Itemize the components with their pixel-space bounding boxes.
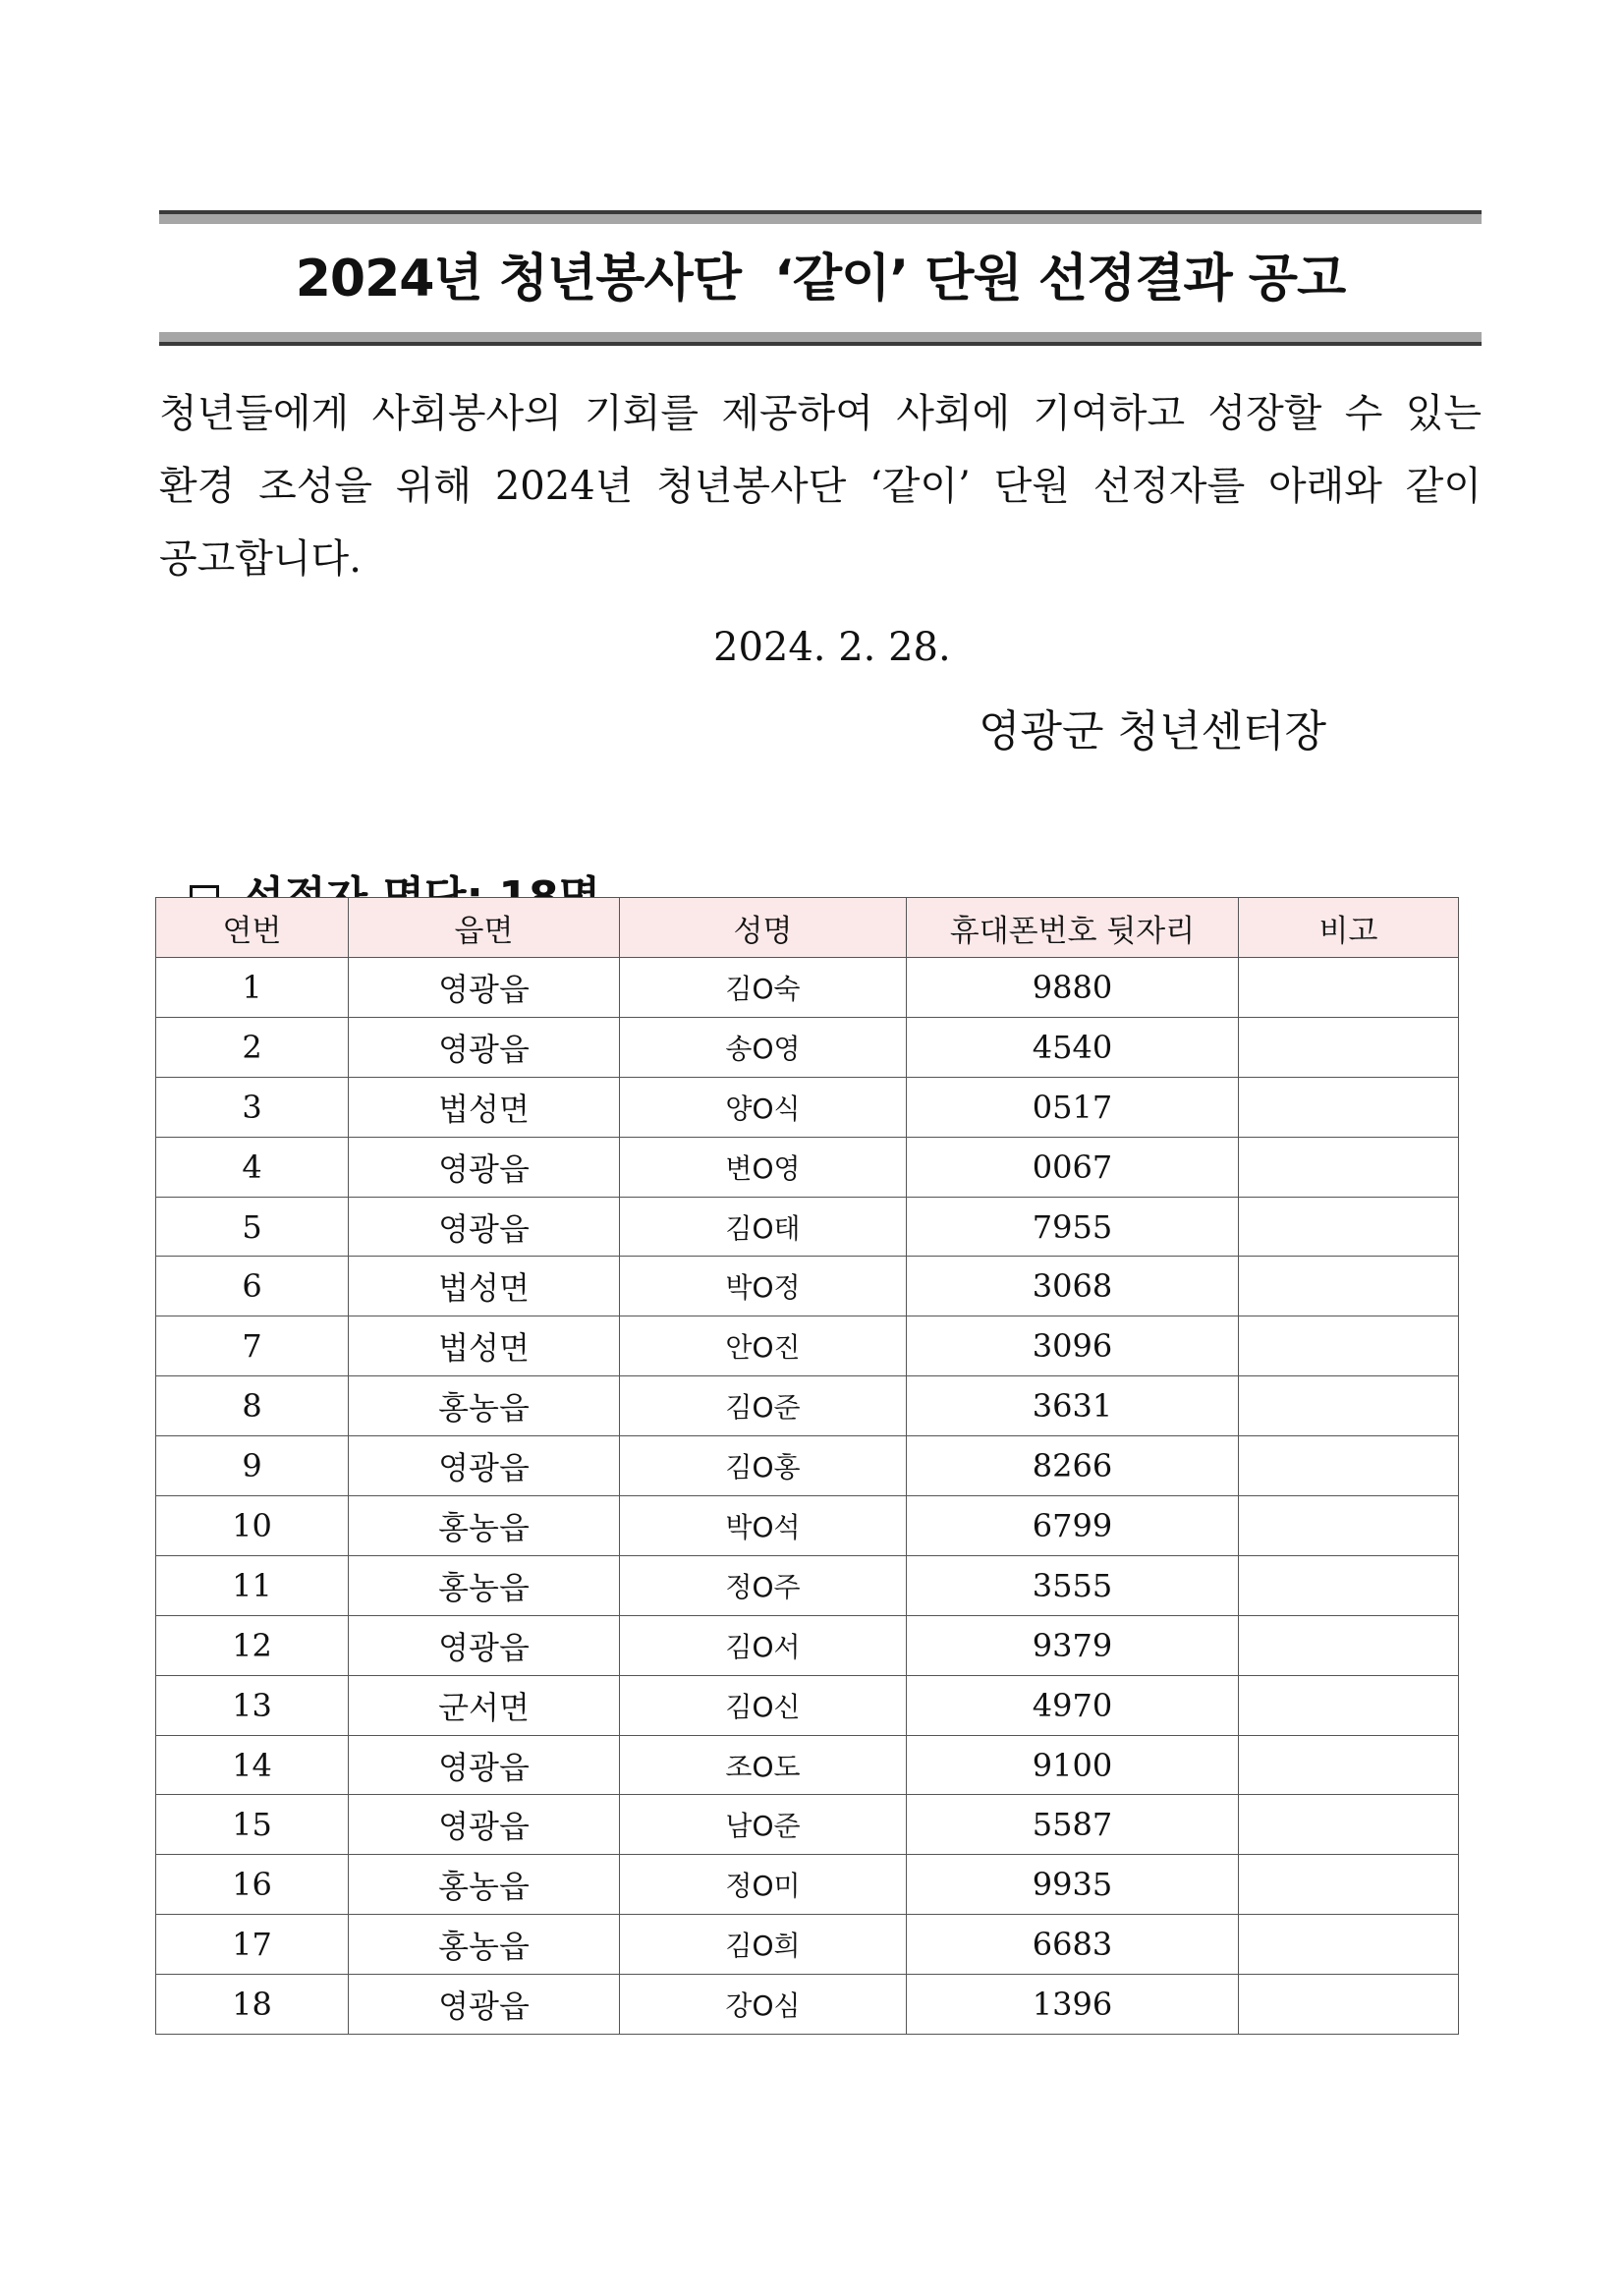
cell-phone: 3631 — [907, 1376, 1239, 1436]
cell-note — [1239, 1496, 1459, 1556]
cell-name: 송O영 — [620, 1017, 907, 1077]
table-row — [156, 1197, 1459, 1257]
cell-town: 홍농읍 — [349, 1555, 620, 1615]
notice-date: 2024. 2. 28. — [713, 625, 951, 670]
table-row — [156, 1975, 1459, 2035]
table-row — [156, 958, 1459, 1018]
cell-name: 남O준 — [620, 1795, 907, 1855]
cell-town: 법성면 — [349, 1077, 620, 1137]
cell-town: 군서면 — [349, 1675, 620, 1735]
title-rule-top — [159, 210, 1482, 224]
cell-no: 7 — [156, 1316, 349, 1376]
cell-phone: 9935 — [907, 1855, 1239, 1915]
cell-no: 15 — [156, 1795, 349, 1855]
cell-no: 10 — [156, 1496, 349, 1556]
header-phone: 휴대폰번호 뒷자리 — [907, 898, 1239, 958]
cell-phone: 0067 — [907, 1137, 1239, 1197]
cell-name: 김O희 — [620, 1915, 907, 1975]
table-row — [156, 1137, 1459, 1197]
cell-town: 홍농읍 — [349, 1496, 620, 1556]
cell-note — [1239, 1855, 1459, 1915]
cell-phone: 3068 — [907, 1257, 1239, 1316]
cell-note — [1239, 1137, 1459, 1197]
cell-town: 법성면 — [349, 1316, 620, 1376]
cell-name: 김O홍 — [620, 1436, 907, 1496]
cell-phone: 7955 — [907, 1197, 1239, 1257]
cell-name: 양O식 — [620, 1077, 907, 1137]
table-row — [156, 1316, 1459, 1376]
table-row — [156, 1376, 1459, 1436]
cell-phone: 4540 — [907, 1017, 1239, 1077]
cell-note — [1239, 958, 1459, 1018]
table-row — [156, 1675, 1459, 1735]
page-title: 2024년 청년봉사단 ‘같이’ 단원 선정결과 공고 — [295, 250, 1346, 308]
cell-no: 3 — [156, 1077, 349, 1137]
cell-phone: 3555 — [907, 1555, 1239, 1615]
table-row — [156, 1496, 1459, 1556]
cell-phone: 8266 — [907, 1436, 1239, 1496]
table-row — [156, 1615, 1459, 1675]
title-box — [159, 210, 1482, 346]
cell-town: 영광읍 — [349, 1975, 620, 2035]
cell-no: 8 — [156, 1376, 349, 1436]
table-row — [156, 1915, 1459, 1975]
table-row — [156, 1555, 1459, 1615]
cell-no: 4 — [156, 1137, 349, 1197]
cell-note — [1239, 1077, 1459, 1137]
cell-name: 조O도 — [620, 1735, 907, 1795]
cell-name: 변O영 — [620, 1137, 907, 1197]
cell-name: 박O정 — [620, 1257, 907, 1316]
table-row — [156, 1257, 1459, 1316]
header-town: 읍면 — [349, 898, 620, 958]
title-rule-bottom — [159, 332, 1482, 346]
table-row — [156, 1077, 1459, 1137]
cell-phone: 4970 — [907, 1675, 1239, 1735]
cell-phone: 9379 — [907, 1615, 1239, 1675]
header-name: 성명 — [620, 898, 907, 958]
cell-town: 홍농읍 — [349, 1855, 620, 1915]
cell-no: 6 — [156, 1257, 349, 1316]
cell-name: 안O진 — [620, 1316, 907, 1376]
cell-phone: 9100 — [907, 1735, 1239, 1795]
issuer-name: 영광군 청년센터장 — [979, 706, 1327, 756]
cell-phone: 6799 — [907, 1496, 1239, 1556]
cell-town: 영광읍 — [349, 1795, 620, 1855]
cell-no: 12 — [156, 1615, 349, 1675]
cell-name: 정O주 — [620, 1555, 907, 1615]
cell-no: 9 — [156, 1436, 349, 1496]
table-row — [156, 1795, 1459, 1855]
cell-no: 18 — [156, 1975, 349, 2035]
cell-town: 홍농읍 — [349, 1376, 620, 1436]
table-body — [156, 958, 1459, 2035]
cell-name: 김O신 — [620, 1675, 907, 1735]
cell-name: 김O서 — [620, 1615, 907, 1675]
cell-name: 김O준 — [620, 1376, 907, 1436]
cell-note — [1239, 1257, 1459, 1316]
cell-no: 14 — [156, 1735, 349, 1795]
cell-note — [1239, 1197, 1459, 1257]
cell-no: 2 — [156, 1017, 349, 1077]
cell-no: 1 — [156, 958, 349, 1018]
cell-note — [1239, 1675, 1459, 1735]
cell-town: 영광읍 — [349, 1436, 620, 1496]
table-row — [156, 1855, 1459, 1915]
cell-phone: 0517 — [907, 1077, 1239, 1137]
cell-note — [1239, 1735, 1459, 1795]
cell-town: 법성면 — [349, 1257, 620, 1316]
cell-town: 홍농읍 — [349, 1915, 620, 1975]
cell-no: 5 — [156, 1197, 349, 1257]
table-row — [156, 1436, 1459, 1496]
table-row — [156, 1017, 1459, 1077]
cell-town: 영광읍 — [349, 1017, 620, 1077]
cell-town: 영광읍 — [349, 1615, 620, 1675]
cell-note — [1239, 1436, 1459, 1496]
cell-phone: 5587 — [907, 1795, 1239, 1855]
cell-note — [1239, 1376, 1459, 1436]
cell-phone: 9880 — [907, 958, 1239, 1018]
cell-note — [1239, 1555, 1459, 1615]
cell-no: 11 — [156, 1555, 349, 1615]
table-header-row — [156, 898, 1459, 958]
cell-note — [1239, 1316, 1459, 1376]
cell-note — [1239, 1915, 1459, 1975]
selection-table — [155, 897, 1459, 2035]
cell-no: 16 — [156, 1855, 349, 1915]
header-no: 연번 — [156, 898, 349, 958]
table-row — [156, 1735, 1459, 1795]
cell-town: 영광읍 — [349, 958, 620, 1018]
cell-note — [1239, 1615, 1459, 1675]
cell-name: 강O심 — [620, 1975, 907, 2035]
cell-note — [1239, 1975, 1459, 2035]
cell-name: 김O태 — [620, 1197, 907, 1257]
intro-paragraph: 청년들에게 사회봉사의 기회를 제공하여 사회에 기여하고 성장할 수 있는 환경 조성을 위해 2024년 청년봉사단 ‘같이’ 단원 선정자를 아래와 같이 공고합니다. — [159, 391, 1482, 582]
cell-phone: 3096 — [907, 1316, 1239, 1376]
cell-note — [1239, 1795, 1459, 1855]
cell-no: 13 — [156, 1675, 349, 1735]
cell-phone: 1396 — [907, 1975, 1239, 2035]
cell-phone: 6683 — [907, 1915, 1239, 1975]
cell-name: 박O석 — [620, 1496, 907, 1556]
cell-note — [1239, 1017, 1459, 1077]
cell-town: 영광읍 — [349, 1137, 620, 1197]
cell-name: 김O숙 — [620, 958, 907, 1018]
cell-town: 영광읍 — [349, 1735, 620, 1795]
header-note: 비고 — [1239, 898, 1459, 958]
cell-no: 17 — [156, 1915, 349, 1975]
cell-town: 영광읍 — [349, 1197, 620, 1257]
cell-name: 정O미 — [620, 1855, 907, 1915]
